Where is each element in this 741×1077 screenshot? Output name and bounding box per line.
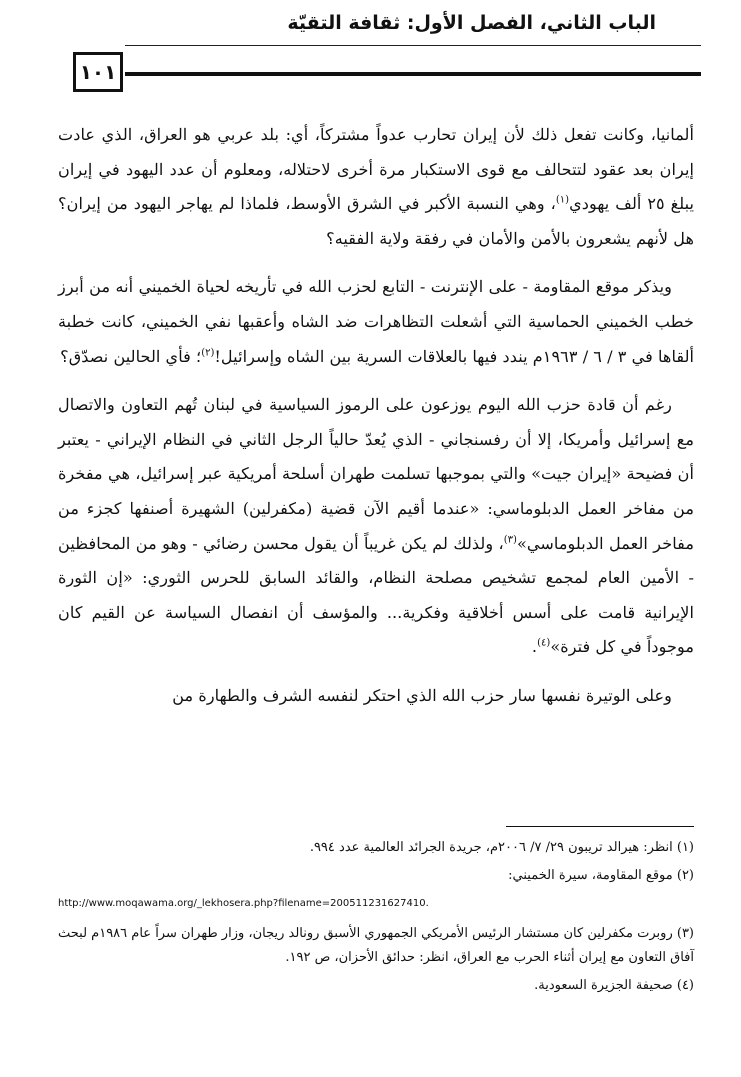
footnote-ref-1: (١) xyxy=(555,194,570,206)
footnote-4: (٤) صحيفة الجزيرة السعودية. xyxy=(534,978,694,993)
footnotes xyxy=(58,836,694,1002)
paragraph-1 xyxy=(58,118,694,256)
running-header-title: الباب الثاني، الفصل الأول: ثقافة التقيّة xyxy=(287,12,656,34)
paragraph-4-text: وعلى الوتيرة نفسها سار حزب الله الذي احتكر لنفسه الشرف والطهارة من xyxy=(172,685,672,705)
header-rule-thin xyxy=(125,45,701,46)
paragraph-3-tail: ، ولذلك لم يكن غريباً أن يقول محسن رضائي - وهو من المحافظين - الأمين العام لمجمع تشخيص مصلحة النظام، والقائد السابق للحرس الثوري: «إن الثورة الإيرانية قامت على أسس أخلاقية وفكرية... والمؤسف أن انفصال السياسة عن القيم كان موجوداً في كل فترة» xyxy=(58,533,694,657)
paragraph-3 xyxy=(58,388,694,665)
footnote-ref-4: (٤) xyxy=(537,637,551,649)
paragraph-2-text: ويذكر موقع المقاومة - على الإنترنت - التابع لحزب الله في تأريخه لحياة الخميني أنه من أبرز خطب الخميني الحماسية التي أشعلت التظاهرات ضد الشاه وأعقبها نفي الخميني، كانت خطبة ألقاها في ٣ / ٦ / ١٩٦٣م يندد فيها بالعلاقات السرية بين الشاه وإسرائيل! xyxy=(58,277,694,366)
footnote-separator xyxy=(506,826,694,827)
header-rule-thick xyxy=(125,72,701,76)
paragraph-4 xyxy=(58,679,694,714)
footnote-2: (٢) موقع المقاومة، سيرة الخميني: xyxy=(508,868,694,883)
footnote-3: (٣) روبرت مكفرلين كان مستشار الرئيس الأمريكي الجمهوري الأسبق رونالد ريجان، وزار طهران سراً عام ١٩٨٦م لبحث آفاق التعاون مع إيران أثناء الحرب مع العراق، انظر: حدائق الأحزان، ص ١٩٢. xyxy=(57,926,694,965)
paragraph-1-text: ألمانيا، وكانت تفعل ذلك لأن إيران تحارب عدواً مشتركاً، أي: بلد عربي هو العراق، الذي عادت إيران بعد عقود لتتحالف مع قوى الاستكبار مرة أخرى لاحتلاله، ومعلوم أن عدد اليهود في إيران يبلغ ٢٥ ألف يهودي xyxy=(58,125,694,214)
paragraph-3-text: رغم أن قادة حزب الله اليوم يوزعون على الرموز السياسية في لبنان تُهم التعاون والاتصال مع إسرائيل وأمريكا، إلا أن رفسنجاني - الذي يُعدّ حالياً الرجل الثاني في النظام الإيراني - يعتبر أن فضيحة «إيران جيت» والتي بموجبها تسلمت طهران أسلحة أمريكية عبر إسرائيل، هي مفخرة من مفاخر العمل الدبلوماسي: «عندما أقيم الآن قضية (مكفرلين) الشهيرة أصنفها كجزء من مفاخر العمل الدبلوماسي» xyxy=(58,395,694,553)
footnote-1: (١) انظر: هيرالد تريبون ٢٩/ ٧/ ٢٠٠٦م، جريدة الجرائد العالمية عدد ٩٩٤. xyxy=(309,840,694,855)
footnote-2-url: http://www.moqawama.org/_lekhosera.php?filename=200511231627410. xyxy=(58,898,429,909)
page-number: ١٠١ xyxy=(73,52,123,92)
paragraph-2-tail: ؛ فأي الحالين نصدّق؟ xyxy=(60,346,202,366)
footnote-ref-3: (٣) xyxy=(503,534,517,546)
paragraph-2 xyxy=(58,270,694,374)
paragraph-3-end: . xyxy=(531,637,538,657)
paragraph-1-tail: ، وهي النسبة الأكبر في الشرق الأوسط، فلماذا لم يهاجر اليهود من إيران؟ هل لأنهم يشعرون بالأمن والأمان في رفقة ولاية الفقيه؟ xyxy=(58,194,694,248)
body-text xyxy=(58,118,694,728)
footnote-ref-2: (٢) xyxy=(201,347,215,359)
